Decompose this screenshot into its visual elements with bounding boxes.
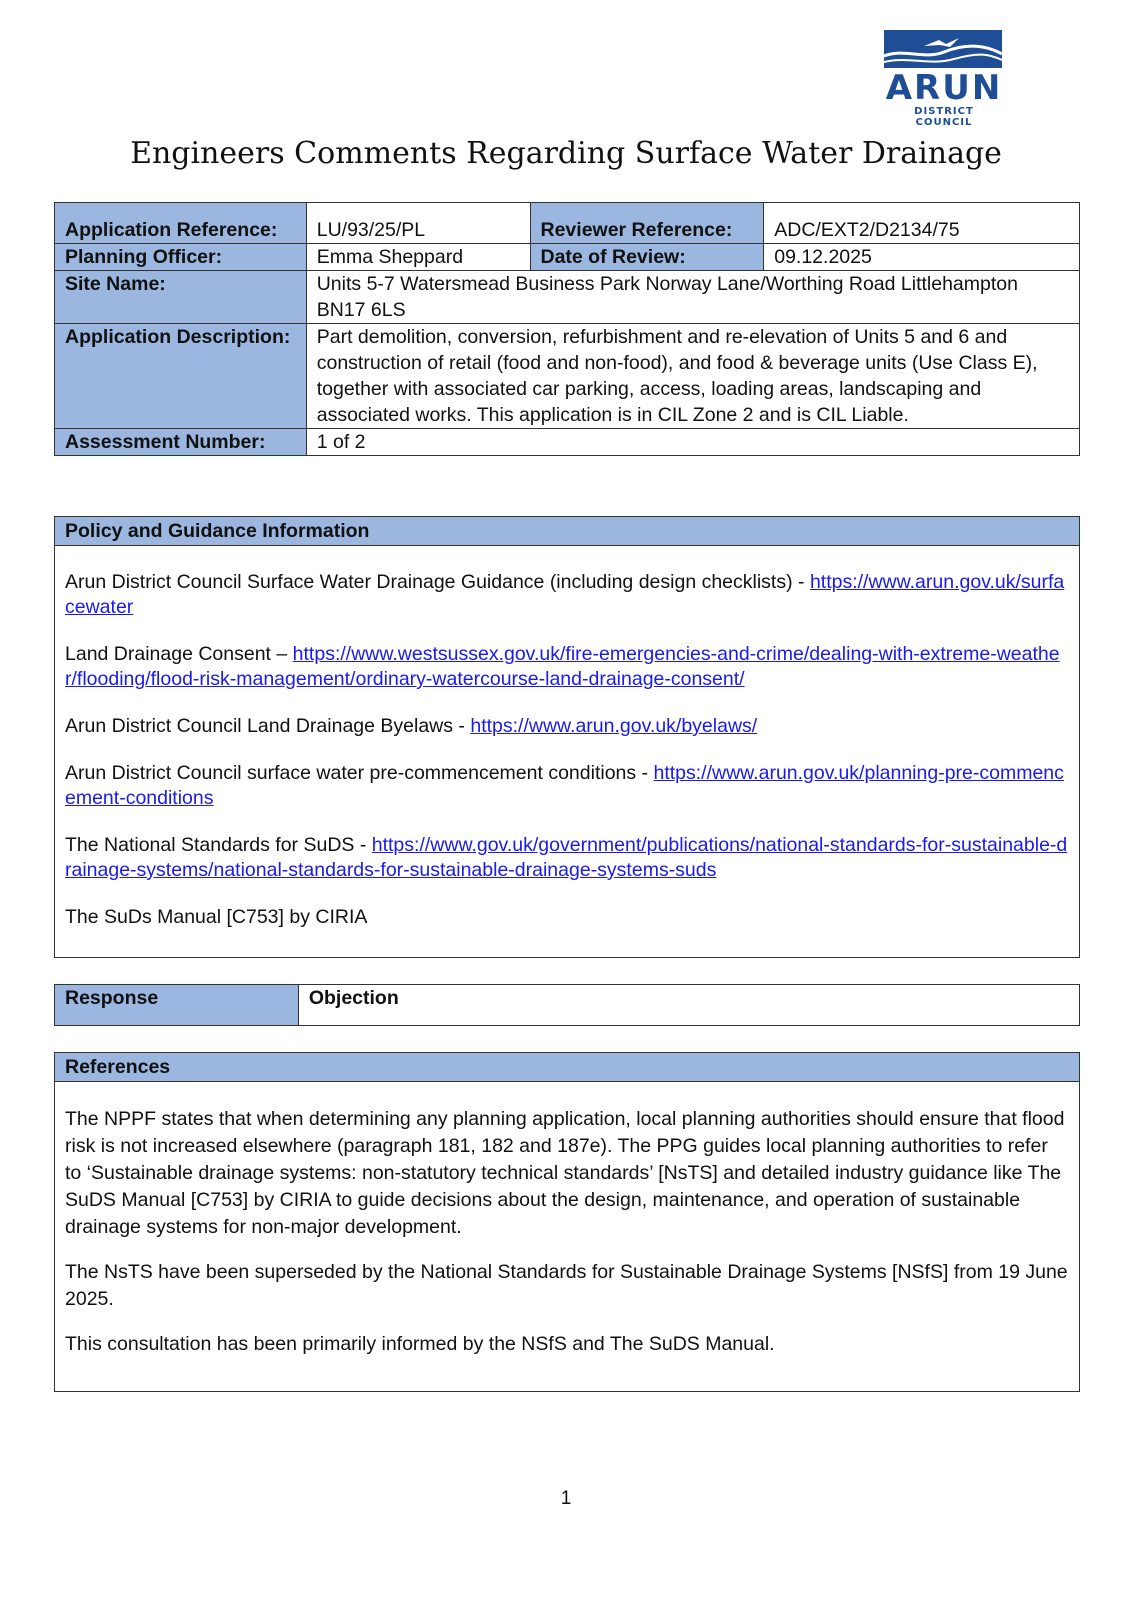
council-logo [884,30,1004,128]
site-name-value: Units 5-7 Watersmead Business Park Norway Lane/Worthing Road Littlehampton BN17 6LS [306,271,1079,324]
application-reference-label: Application Reference: [55,203,307,244]
logo-wave-mark [884,30,1002,68]
references-paragraph: The NPPF states that when determining any planning application, local planning authorities should ensure that flood risk is not increased elsewhere (paragraph 181, 182 and 187e). The PPG guides local planning authorities to refer to ‘Sustainable drainage systems: non-statutory technical standards’ [NsTS] and detailed industry guidance like The SuDS Manual [C753] by CIRIA to guide decisions about the design, maintenance, and operation of sustainable drainage systems for non-major development. [65,1108,1065,1238]
application-description-value: Part demolition, conversion, refurbishment and re-elevation of Units 5 and 6 and construction of retail (food and non-food), and food & beverage units (Use Class E), together with associated car parking, access, loading areas, landscaping and associated works. This application is in CIL Zone 2 and is CIL Liable. [306,324,1079,429]
application-description-label: Application Description: [55,324,307,429]
logo-wordmark: ARUN [885,68,1003,108]
policy-item-link[interactable]: https://www.gov.uk/government/publications/national-standards-for-sustainable-drainage-systems/national-standards-for-sustainable-drainage-systems-suds [65,834,1068,881]
policy-item-text: Land Drainage Consent – [65,643,288,665]
policy-item-link[interactable]: https://www.arun.gov.uk/surfacewater [65,571,1065,618]
policy-item-link[interactable]: https://www.arun.gov.uk/planning-pre-commencement-conditions [65,762,1064,809]
policy-guidance-list [55,546,1079,930]
policy-item [65,761,1069,811]
page-title: Engineers Comments Regarding Surface Water Drainage [130,136,1002,171]
logo-subtitle: DISTRICT COUNCIL [914,106,974,128]
policy-guidance-heading: Policy and Guidance Information [55,517,1079,546]
planning-officer-value: Emma Sheppard [306,244,530,271]
policy-item-text: Arun District Council surface water pre-commencement conditions - [65,762,649,784]
response-table [54,984,1080,1026]
assessment-number-value: 1 of 2 [306,429,1079,456]
table-row [55,271,1080,324]
table-row [55,203,1080,244]
references-paragraph: This consultation has been primarily informed by the NSfS and The SuDS Manual. [65,1333,775,1355]
table-row [55,429,1080,456]
planning-officer-label: Planning Officer: [55,244,307,271]
references-body [55,1082,1079,1358]
references-heading: References [55,1053,1079,1082]
policy-guidance-section [54,516,1080,958]
policy-item [65,833,1069,883]
policy-item-text: Arun District Council Surface Water Drainage Guidance (including design checklists) - [65,571,805,593]
assessment-number-label: Assessment Number: [55,429,307,456]
date-of-review-label: Date of Review: [530,244,764,271]
policy-item-link[interactable]: https://www.arun.gov.uk/byelaws/ [470,715,758,737]
policy-item-text: Arun District Council Land Drainage Byelaws - [65,715,465,737]
policy-item-link[interactable]: https://www.westsussex.gov.uk/fire-emergencies-and-crime/dealing-with-extreme-weather/flooding/flood-risk-management/ordinary-watercourse-land-drainage-consent/ [65,643,1060,690]
policy-item-text: The National Standards for SuDS - [65,834,367,856]
references-paragraph: The NsTS have been superseded by the National Standards for Sustainable Drainage Systems [NSfS] from 19 June 2025. [65,1261,1068,1310]
site-name-label: Site Name: [55,271,307,324]
response-label: Response [55,985,299,1026]
references-section [54,1052,1080,1392]
policy-item [65,714,1069,739]
policy-item [65,642,1069,692]
date-of-review-value: 09.12.2025 [764,244,1080,271]
reviewer-reference-label: Reviewer Reference: [530,203,764,244]
table-row [55,985,1080,1026]
policy-item-text: The SuDs Manual [C753] by CIRIA [65,906,368,928]
policy-item [65,570,1069,620]
response-value: Objection [298,985,1079,1026]
table-row [55,244,1080,271]
policy-item [65,905,1069,930]
application-reference-value: LU/93/25/PL [306,203,530,244]
table-row [55,324,1080,429]
page-number: 1 [560,1488,572,1509]
reviewer-reference-value: ADC/EXT2/D2134/75 [764,203,1080,244]
application-details-table [54,202,1080,456]
